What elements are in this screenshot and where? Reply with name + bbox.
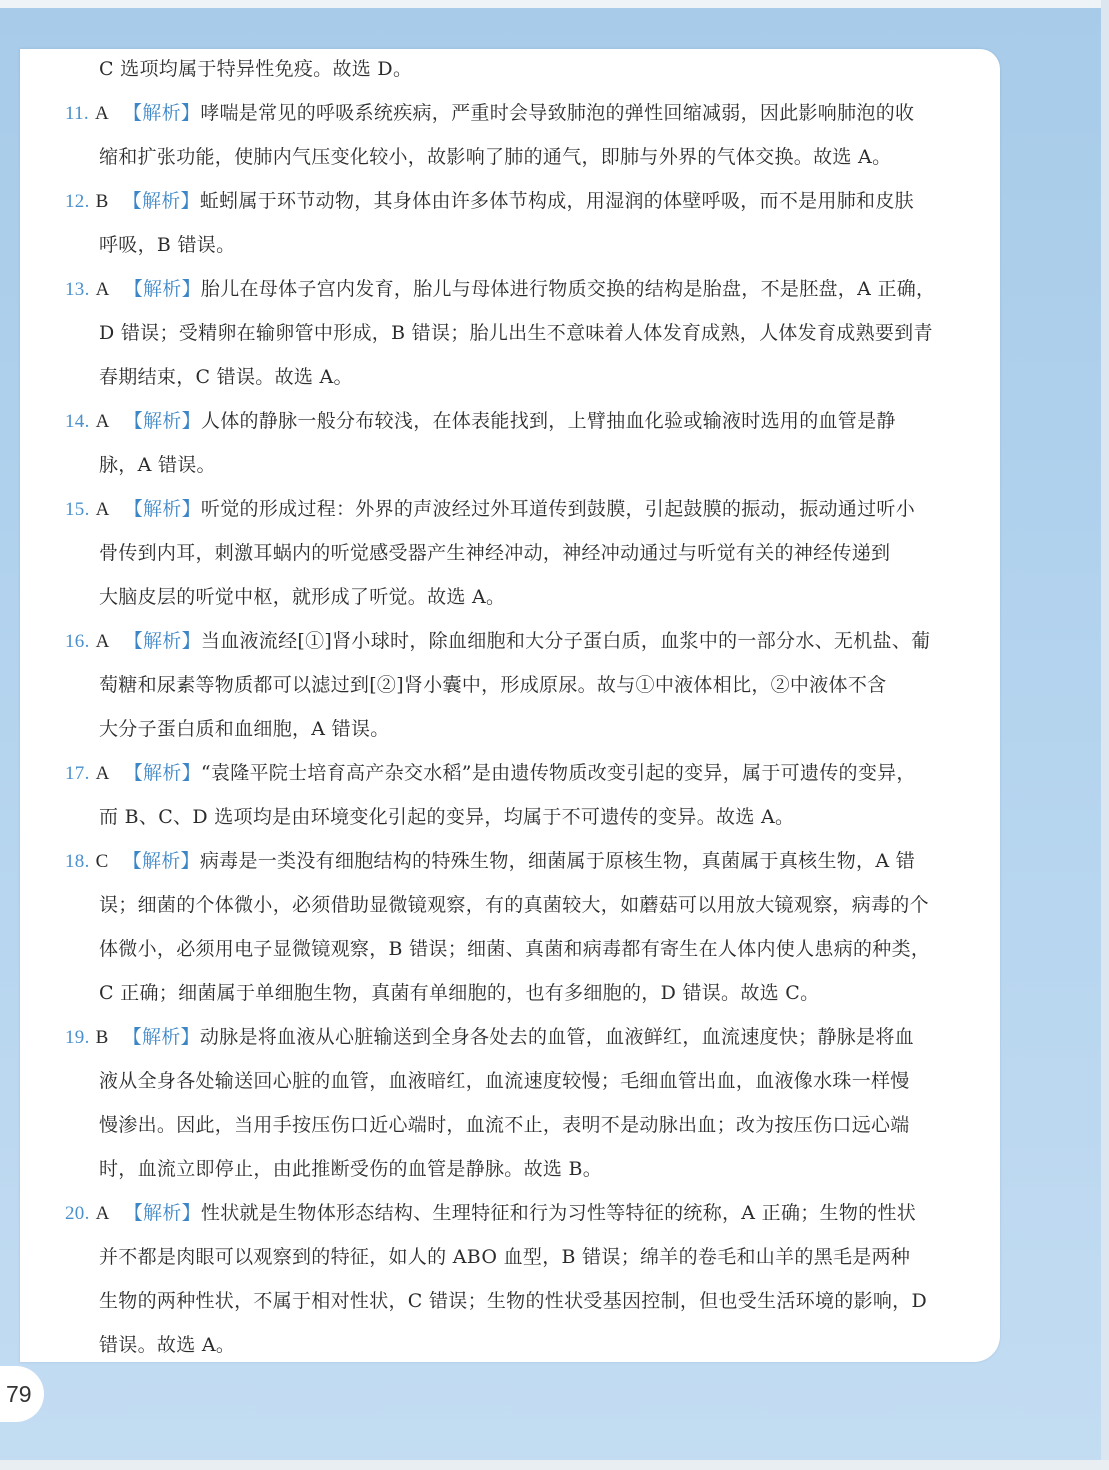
text-line: [99, 1152, 602, 1186]
answer-item-14: [65, 404, 896, 438]
line-text: 动脉是将血液从心脏输送到全身各处去的血管，血液鲜红，血流速度快；静脉是将血: [199, 1026, 914, 1048]
line-text: 病毒是一类没有细胞结构的特殊生物，细菌属于原核生物，真菌属于真核生物，A 错: [199, 850, 916, 872]
text-line: [99, 1108, 910, 1142]
line-text: 蚯蚓属于环节动物，其身体由许多体节构成，用湿润的体壁呼吸，而不是用肺和皮肤: [199, 190, 914, 212]
line-text: 并不都是肉眼可以观察到的特征，如人的 ABO 血型，B 错误；绵羊的卷毛和山羊的黑毛是两种: [99, 1246, 911, 1268]
page-number-tab: [0, 1366, 44, 1422]
answer-item-17: [65, 756, 916, 790]
question-number: 17.: [65, 763, 90, 784]
line-text: 缩和扩张功能，使肺内气压变化较小，故影响了肺的通气，即肺与外界的气体交换。故选 A。: [99, 146, 892, 168]
analysis-tag: 【解析】: [123, 762, 201, 784]
line-text: 人体的静脉一般分布较浅，在体表能找到，上臂抽血化验或输液时选用的血管是静: [200, 410, 896, 432]
analysis-tag: 【解析】: [122, 190, 200, 212]
line-text: 春期结束，C 错误。故选 A。: [99, 366, 353, 388]
line-text: 慢渗出。因此，当用手按压伤口近心端时，血流不止，表明不是动脉出血；改为按压伤口远心端: [99, 1114, 910, 1136]
line-text: 液从全身各处输送回心脏的血管，血液暗红，血流速度较慢；毛细血管出血，血液像水珠一样慢: [99, 1070, 910, 1092]
text-line: [99, 932, 930, 966]
answer-letter: B: [95, 191, 109, 212]
answer-letter: A: [95, 1203, 110, 1224]
text-line: [99, 140, 891, 174]
answer-item-18: [65, 844, 915, 878]
line-text: 呼吸，B 错误。: [99, 234, 236, 256]
line-text: 而 B、C、D 选项均是由环境变化引起的变异，均属于不可遗传的变异。故选 A。: [99, 806, 795, 828]
text-line: [99, 668, 886, 702]
question-number: 16.: [65, 631, 90, 652]
line-text: 大分子蛋白质和血细胞，A 错误。: [99, 718, 390, 740]
question-number: 18.: [65, 851, 90, 872]
answer-letter: A: [94, 103, 109, 124]
question-number: 12.: [65, 191, 90, 212]
analysis-tag: 【解析】: [123, 410, 201, 432]
line-text: 萄糖和尿素等物质都可以滤过到[②]肾小囊中，形成原尿。故与①中液体相比，②中液体不含: [99, 674, 887, 696]
line-text: 脉，A 错误。: [99, 454, 216, 476]
text-line: [99, 1240, 910, 1274]
text-line: [99, 712, 390, 746]
line-text: 体微小，必须用电子显微镜观察，B 错误；细菌、真菌和病毒都有寄生在人体内使人患病的种类，: [99, 938, 931, 960]
analysis-tag: 【解析】: [122, 102, 201, 124]
answer-letter: A: [95, 279, 110, 300]
line-text: D 错误；受精卵在输卵管中形成，B 错误；胎儿出生不意味着人体发育成熟，人体发育成熟要到青: [99, 322, 933, 344]
answer-letter: A: [95, 411, 110, 432]
text-line: [99, 1328, 235, 1362]
analysis-tag: 【解析】: [123, 1202, 201, 1224]
text-line: [99, 888, 929, 922]
text-line: [99, 316, 933, 350]
answer-letter: A: [95, 763, 110, 784]
page-bottom-edge: [0, 1460, 1109, 1470]
answer-letter: A: [95, 499, 110, 520]
text-line: [99, 536, 890, 570]
answer-letter: C: [95, 851, 109, 872]
answer-item-13: [65, 272, 935, 306]
question-number: 13.: [65, 279, 90, 300]
line-text: C 正确；细菌属于单细胞生物，真菌有单细胞的，也有多细胞的，D 错误。故选 C。: [99, 982, 820, 1004]
answer-letter: B: [95, 1027, 109, 1048]
analysis-tag: 【解析】: [122, 850, 200, 872]
line-text: 哮喘是常见的呼吸系统疾病，严重时会导致肺泡的弹性回缩减弱，因此影响肺泡的收: [200, 102, 915, 124]
answer-item-15: [65, 492, 915, 526]
page-number: 79: [6, 1380, 32, 1407]
question-number: 11.: [65, 103, 89, 124]
line-text: 性状就是生物体形态结构、生理特征和行为习性等特征的统称，A 正确；生物的性状: [200, 1202, 917, 1224]
text-line: [99, 448, 216, 482]
line-text: 错误。故选 A。: [99, 1334, 236, 1356]
analysis-tag: 【解析】: [123, 498, 201, 520]
analysis-tag: 【解析】: [123, 630, 201, 652]
line-text: 当血液流经[①]肾小球时，除血细胞和大分子蛋白质，血浆中的一部分水、无机盐、葡: [200, 630, 931, 652]
question-number: 19.: [65, 1027, 90, 1048]
line-text: 时，血流立即停止，由此推断受伤的血管是静脉。故选 B。: [99, 1158, 603, 1180]
text-line: [99, 580, 505, 614]
text-line: [99, 52, 412, 86]
question-number: 20.: [65, 1203, 90, 1224]
question-number: 15.: [65, 499, 90, 520]
text-line: [99, 976, 819, 1010]
line-text: “袁隆平院士培育高产杂交水稻”是由遗传物质改变引起的变异，属于可遗传的变异，: [200, 762, 916, 784]
line-text: C 选项均属于特异性免疫。故选 D。: [99, 58, 413, 80]
line-text: 骨传到内耳，刺激耳蜗内的听觉感受器产生神经冲动，神经冲动通过与听觉有关的神经传递到: [99, 542, 891, 564]
answer-item-12: [65, 184, 914, 218]
answer-item-19: [65, 1020, 914, 1054]
text-line: [99, 228, 235, 262]
line-text: 大脑皮层的听觉中枢，就形成了听觉。故选 A。: [99, 586, 506, 608]
page-top-edge: [0, 0, 1109, 8]
question-number: 14.: [65, 411, 90, 432]
text-line: [99, 360, 353, 394]
answer-letter: A: [95, 631, 110, 652]
line-text: 生物的两种性状，不属于相对性状，C 错误；生物的性状受基因控制，但也受生活环境的影响，D: [99, 1290, 928, 1312]
page-right-edge: [1101, 0, 1109, 1470]
answer-item-11: [65, 96, 914, 130]
answer-item-16: [65, 624, 930, 658]
text-line: [99, 800, 794, 834]
answer-content-card: [20, 49, 1000, 1362]
text-line: [99, 1064, 910, 1098]
line-text: 胎儿在母体子宫内发育，胎儿与母体进行物质交换的结构是胎盘，不是胚盘，A 正确，: [200, 278, 936, 300]
line-text: 听觉的形成过程：外界的声波经过外耳道传到鼓膜，引起鼓膜的振动，振动通过听小: [200, 498, 915, 520]
text-line: [99, 1284, 927, 1318]
answer-item-20: [65, 1196, 916, 1230]
analysis-tag: 【解析】: [122, 1026, 200, 1048]
line-text: 误；细菌的个体微小，必须借助显微镜观察，有的真菌较大，如蘑菇可以用放大镜观察，病毒的个: [99, 894, 929, 916]
analysis-tag: 【解析】: [123, 278, 201, 300]
